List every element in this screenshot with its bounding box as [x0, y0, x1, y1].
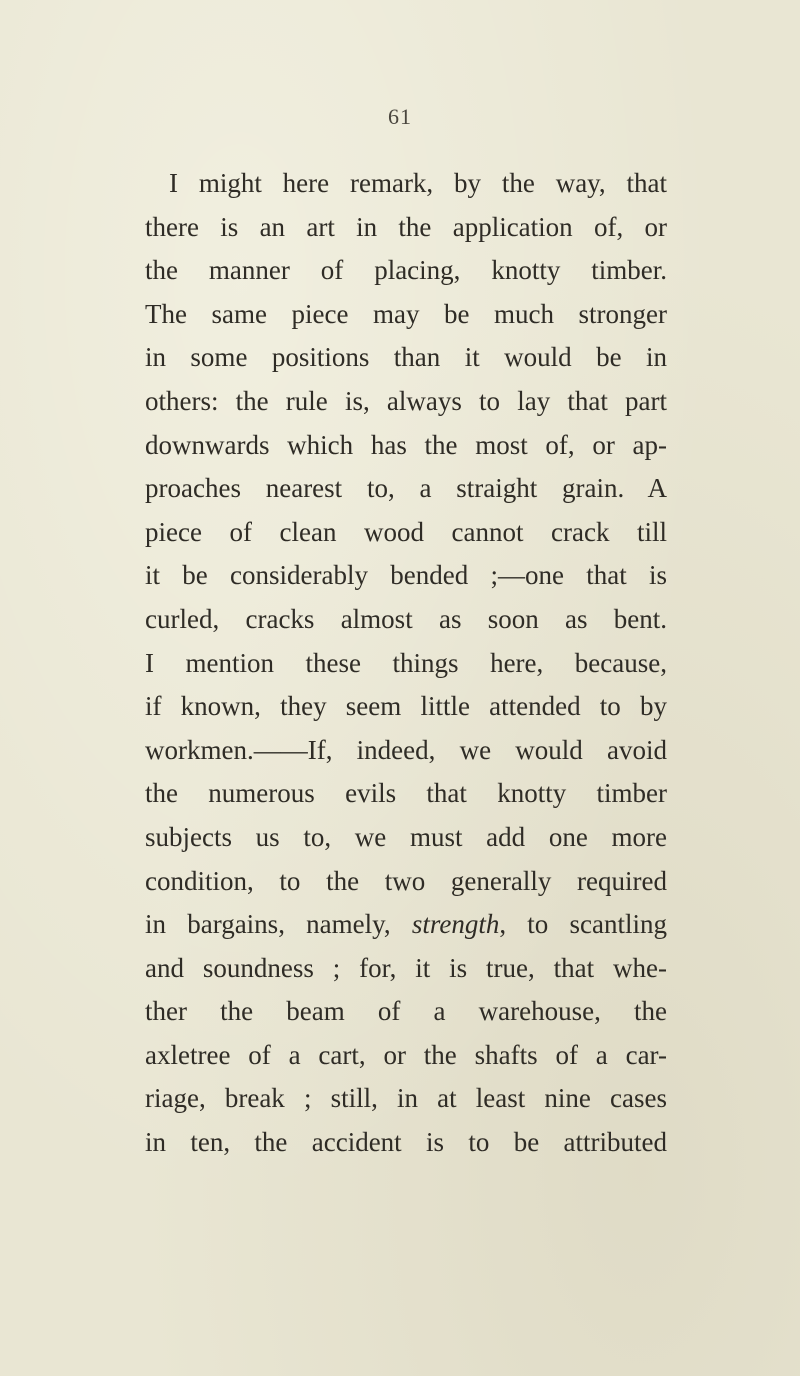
- text-line: workmen.——If, indeed, we would avoid: [145, 734, 667, 765]
- text-line: the numerous evils that knotty timber: [145, 778, 667, 809]
- text-line: if known, they seem little attended to by: [145, 691, 667, 722]
- text-line: downwards which has the most of, or ap-: [145, 429, 667, 460]
- text-line: it be considerably bended ;—one that is: [145, 560, 667, 591]
- text-line: condition, to the two generally required: [145, 865, 667, 896]
- text-line: curled, cracks almost as soon as bent.: [145, 603, 667, 634]
- text-line: others: the rule is, always to lay that part: [145, 385, 667, 416]
- text-line: in some positions than it would be in: [145, 342, 667, 373]
- body-text: [145, 162, 667, 1165]
- text-line: subjects us to, we must add one more: [145, 821, 667, 852]
- italic-word: strength: [411, 909, 500, 940]
- text-line: The same piece may be much stronger: [145, 298, 667, 329]
- text-line: in ten, the accident is to be attributed: [145, 1127, 667, 1158]
- text-line: I mention these things here, because,: [145, 647, 667, 678]
- text-line: proaches nearest to, a straight grain. A: [145, 473, 667, 504]
- text-segment: , to scantling: [499, 909, 667, 940]
- text-line: piece of clean wood cannot crack till: [145, 516, 667, 547]
- text-line: and soundness ; for, it is true, that whe-: [145, 952, 667, 983]
- text-line-with-italic: [145, 903, 667, 947]
- page-number: 61: [388, 104, 412, 129]
- text-line: riage, break ; still, in at least nine cases: [145, 1083, 667, 1114]
- text-line: axletree of a cart, or the shafts of a car-: [145, 1039, 667, 1070]
- text-line: there is an art in the application of, or: [145, 211, 667, 242]
- text-segment: in bargains, namely,: [145, 909, 412, 940]
- text-line: I might here remark, by the way, that: [169, 168, 667, 198]
- text-line: ther the beam of a warehouse, the: [145, 996, 667, 1027]
- text-line: the manner of placing, knotty timber.: [145, 255, 667, 286]
